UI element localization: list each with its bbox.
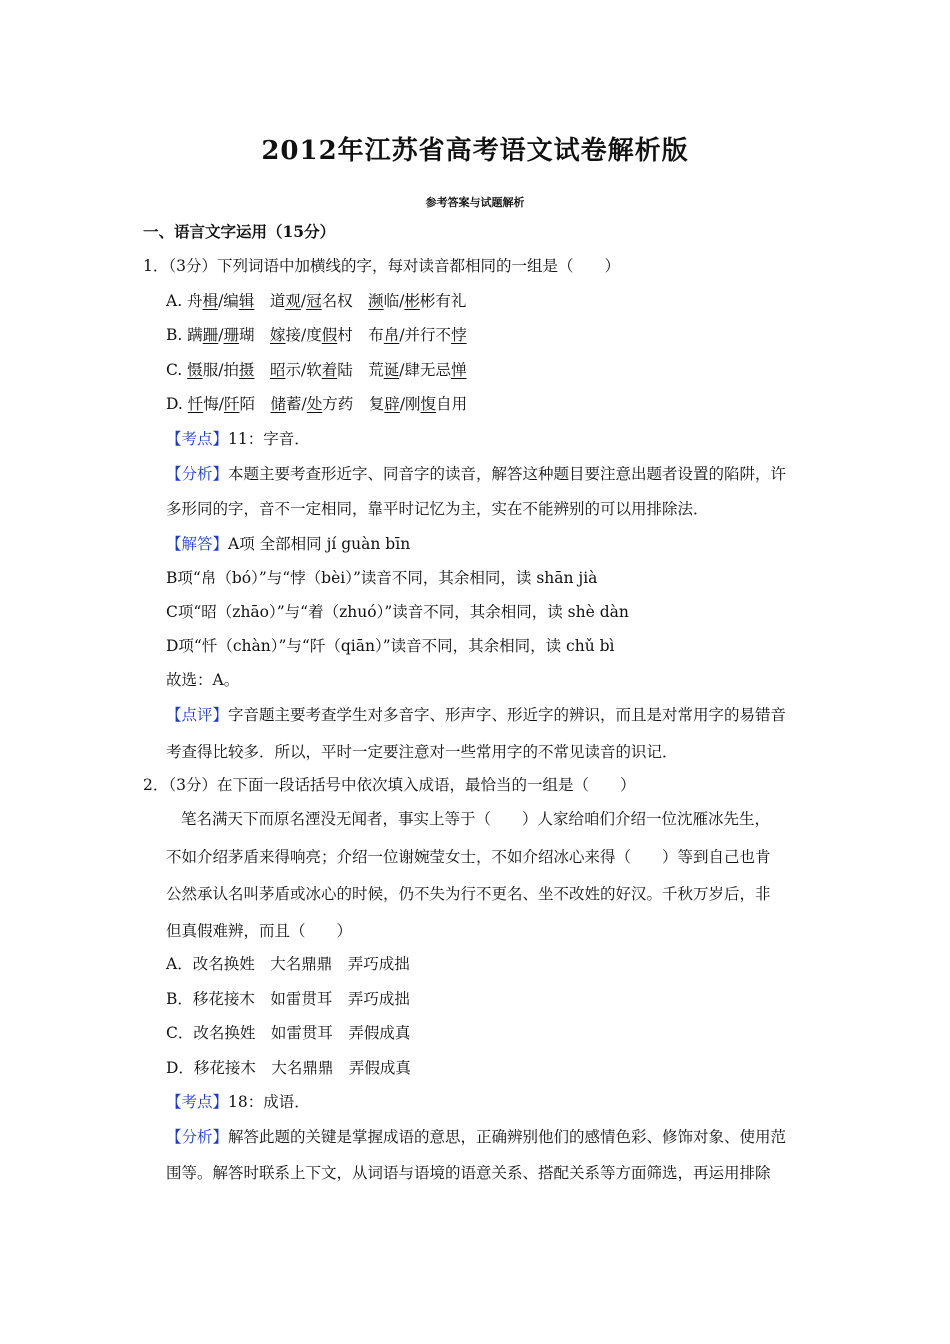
- q1-jieda-d: D项“忏（chàn）”与“阡（qiān）”读音不同，其余相同，读 chǔ bì: [166, 637, 615, 655]
- fenxi-text: 解答此题的关键是掌握成语的意思，正确辨别他们的感情色彩、修饰对象、使用范: [228, 1128, 787, 1146]
- document-subtitle: 参考答案与试题解析: [425, 196, 525, 209]
- text: D.: [166, 395, 188, 413]
- text: 彬有礼: [419, 292, 467, 310]
- underlined-char: 阡: [223, 395, 240, 413]
- q2-fenxi: [166, 1126, 786, 1148]
- text: 示/软: [285, 361, 322, 379]
- jieda-tag: 【解答】: [166, 535, 229, 553]
- text: A. 舟: [166, 292, 203, 310]
- q1-option-b: [166, 324, 467, 346]
- text: 自用: [436, 395, 468, 413]
- kaodian-text: 18：成语．: [228, 1093, 310, 1111]
- q2-option-a: A．改名换姓 大名鼎鼎 弄巧成拙: [166, 955, 410, 973]
- underlined-char: 储: [270, 395, 287, 413]
- text: 方药 复: [322, 395, 385, 413]
- q1-dianping: [166, 704, 786, 726]
- q1-option-c: [166, 359, 467, 381]
- text: 服/拍: [202, 361, 239, 379]
- q2-option-d: D．移花接木 大名鼎鼎 弄假成真: [166, 1059, 411, 1077]
- underlined-char: 濒: [368, 292, 384, 310]
- underlined-char: 观: [285, 292, 301, 310]
- q1-dianping-cont: 考查得比较多．所以，平时一定要注意对一些常用字的不常见读音的识记．: [166, 743, 678, 761]
- q2-passage-1: 笔名满天下而原名湮没无闻者，事实上等于（ ）人家给咱们介绍一位沈雁冰先生，: [181, 810, 771, 828]
- q1-jieda-b: B项“帛（bó）”与“悖（bèi）”读音不同，其余相同，读 shān jià: [166, 569, 598, 587]
- q2-fenxi-cont: 围等。解答时联系上下文，从词语与语境的语意关系、搭配关系等方面筛选，再运用排除: [166, 1164, 771, 1182]
- text: /编: [218, 292, 239, 310]
- text: 陆 荒: [337, 361, 384, 379]
- underlined-char: 彬: [404, 292, 420, 310]
- underlined-char: 慑: [187, 361, 203, 379]
- q1-answer: 故选：A。: [166, 671, 240, 689]
- text: /并行不: [399, 326, 452, 344]
- text: 瑚: [239, 326, 271, 344]
- underlined-char: 辑: [238, 292, 255, 310]
- q1-jieda-c: C项“昭（zhāo）”与“着（zhuó）”读音不同，其余相同，读 shè dàn: [166, 603, 629, 621]
- underlined-char: 忏: [187, 395, 204, 413]
- fenxi-tag: 【分析】: [166, 465, 229, 483]
- text: 村 布: [337, 326, 384, 344]
- text: C.: [166, 361, 188, 379]
- underlined-char: 嫁: [270, 326, 286, 344]
- underlined-char: 着: [321, 361, 338, 379]
- q1-option-d: [166, 393, 467, 415]
- text: 名权: [321, 292, 369, 310]
- underlined-char: 楫: [202, 292, 219, 310]
- underlined-char: 诞: [383, 361, 400, 379]
- q2-passage-3: 公然承认名叫茅盾或冰心的时候，仍不失为行不更名、坐不改姓的好汉。千秋万岁后，非: [166, 885, 771, 903]
- text: [254, 361, 270, 379]
- kaodian-tag: 【考点】: [166, 430, 229, 448]
- q1-jieda: [166, 533, 410, 555]
- text: 蓄/: [286, 395, 307, 413]
- text: 道: [254, 292, 286, 310]
- underlined-char: 辟: [384, 395, 400, 413]
- q1-fenxi: [166, 463, 786, 485]
- text: /肆无忌: [399, 361, 451, 379]
- fenxi-text: 本题主要考查形近字、同音字的读音，解答这种题目要注意出题者设置的陷阱，许: [228, 465, 787, 483]
- underlined-char: 珊: [223, 326, 240, 344]
- text: /: [300, 292, 307, 310]
- fenxi-tag: 【分析】: [166, 1128, 229, 1146]
- q2-option-b: B．移花接木 如雷贯耳 弄巧成拙: [166, 990, 410, 1008]
- underlined-char: 昭: [269, 361, 286, 379]
- underlined-char: 愎: [420, 395, 437, 413]
- q1-stem: 1．（3分）下列词语中加横线的字，每对读音都相同的一组是（ ）: [143, 257, 620, 275]
- q2-stem: 2．（3分）在下面一段话括号中依次填入成语，最恰当的一组是（ ）: [143, 776, 636, 794]
- section-heading: 一、语言文字运用（15分）: [143, 222, 336, 241]
- q1-option-a: [166, 290, 466, 312]
- q2-kaodian: [166, 1091, 310, 1113]
- underlined-char: 处: [306, 395, 323, 413]
- kaodian-text: 11：字音．: [228, 430, 310, 448]
- underlined-char: 跚: [202, 326, 219, 344]
- text: /: [218, 326, 224, 344]
- q2-option-c: C．改名换姓 如雷贯耳 弄假成真: [166, 1024, 411, 1042]
- dianping-text: 字音题主要考查学生对多音字、形声字、形近字的辨识，而且是对常用字的易错音: [228, 706, 787, 724]
- underlined-char: 摄: [238, 361, 255, 379]
- document-title: 2012年江苏省高考语文试卷解析版: [261, 136, 689, 166]
- q1-kaodian: [166, 428, 310, 450]
- underlined-char: 惮: [450, 361, 467, 379]
- text: 悔/: [203, 395, 224, 413]
- underlined-char: 帛: [383, 326, 400, 344]
- text: 接/度: [285, 326, 322, 344]
- text: /刚: [399, 395, 421, 413]
- text: 陌: [239, 395, 271, 413]
- underlined-char: 假: [321, 326, 338, 344]
- underlined-char: 冠: [306, 292, 322, 310]
- dianping-tag: 【点评】: [166, 706, 229, 724]
- underlined-char: 悖: [451, 326, 467, 344]
- q2-passage-4: 但真假难辨，而且（ ）: [166, 922, 353, 940]
- kaodian-tag: 【考点】: [166, 1093, 229, 1111]
- text: 临/: [383, 292, 405, 310]
- jieda-text: A项 全部相同 jí guàn bīn: [228, 535, 411, 553]
- q1-fenxi-cont: 多形同的字，音不一定相同，靠平时记忆为主，实在不能辨别的可以用排除法．: [166, 500, 709, 518]
- q2-passage-2: 不如介绍茅盾来得响亮；介绍一位谢婉莹女士，不如介绍冰心来得（ ）等到自己也肯: [166, 848, 771, 866]
- text: B. 蹒: [166, 326, 203, 344]
